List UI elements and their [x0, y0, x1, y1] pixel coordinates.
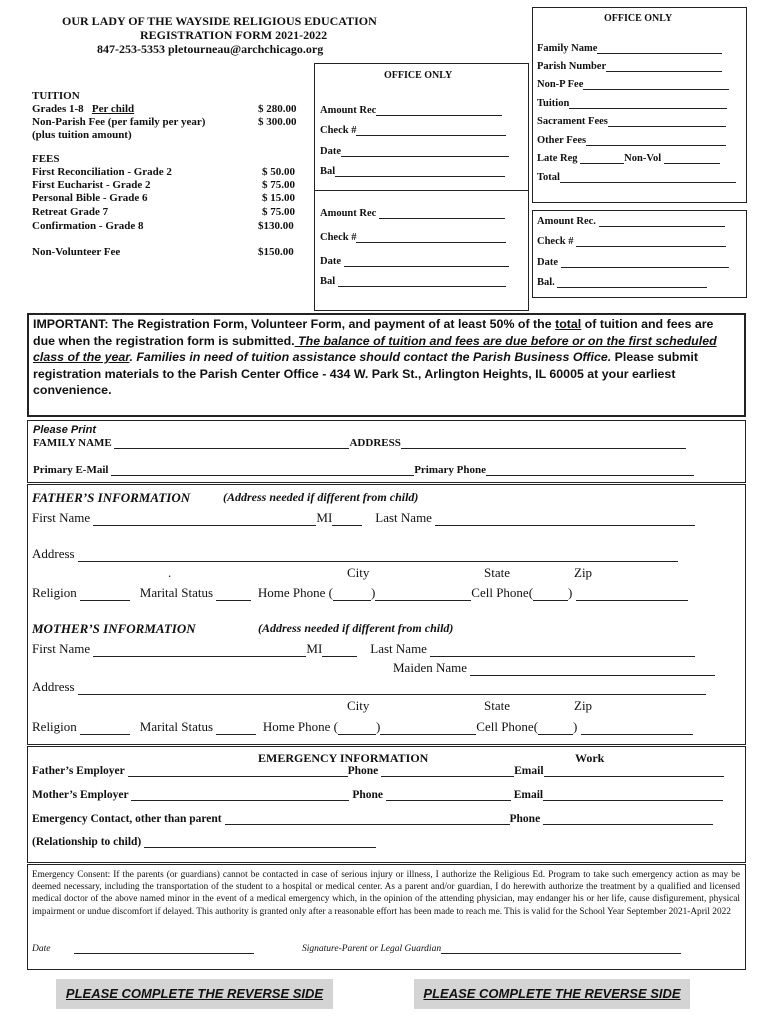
- reverse-side-banner-right: PLEASE COMPLETE THE REVERSE SIDE: [414, 979, 690, 1009]
- office-nonp-fee-field[interactable]: Non-P Fee: [537, 79, 729, 90]
- office-check-right-field[interactable]: Check #: [537, 236, 726, 247]
- father-heading: FATHER’S INFORMATION: [32, 490, 191, 505]
- office-family-name-field[interactable]: Family Name: [537, 43, 722, 54]
- fee-item: First Eucharist - Grade 2: [32, 179, 151, 191]
- mother-heading: MOTHER’S INFORMATION: [32, 621, 196, 636]
- fee-amount: $ 50.00: [262, 166, 295, 178]
- emergency-work-label: Work: [575, 751, 605, 765]
- office-date-field-2[interactable]: Date: [320, 256, 509, 267]
- father-employer-field[interactable]: Father’s Employer Phone Email: [32, 765, 724, 777]
- office-bal-field[interactable]: Bal: [320, 166, 505, 177]
- form-title: REGISTRATION FORM 2021-2022: [140, 28, 328, 42]
- father-zip-label: Zip: [574, 565, 593, 580]
- office-parish-number-field[interactable]: Parish Number: [537, 61, 722, 72]
- father-religion-field[interactable]: Religion Marital Status Home Phone ( ) Cell Phone( ): [32, 585, 688, 601]
- please-print: Please Print: [33, 424, 96, 436]
- mother-state-label: State: [484, 698, 510, 713]
- relationship-field[interactable]: (Relationship to child): [32, 836, 376, 848]
- office-check-field[interactable]: Check #: [320, 125, 506, 136]
- tuition-item: (plus tuition amount): [32, 129, 132, 141]
- tuition-heading: TUITION: [32, 90, 80, 102]
- father-address-dot: .: [168, 565, 172, 580]
- father-address-note: (Address needed if different from child): [223, 490, 419, 504]
- primary-email-field[interactable]: Primary E-Mail Primary Phone: [33, 464, 694, 476]
- mother-employer-field[interactable]: Mother’s Employer Phone Email: [32, 789, 723, 801]
- consent-date-field[interactable]: Date: [32, 943, 254, 954]
- nonvol-fee-label: Non-Volunteer Fee: [32, 246, 121, 258]
- tuition-item: Non-Parish Fee (per family per year): [32, 116, 206, 128]
- emergency-contact-field[interactable]: Emergency Contact, other than parent Phone: [32, 813, 713, 825]
- mother-religion-field[interactable]: Religion Marital Status Home Phone ( ) Cell Phone( ): [32, 719, 693, 735]
- contact-info: 847-253-5353 pletourneau@archchicago.org: [97, 42, 324, 56]
- father-name-field[interactable]: First Name MI Last Name: [32, 510, 695, 526]
- emergency-consent-text: Emergency Consent: If the parents (or guardians) cannot be contacted in case of serious injury or illness, I authorize the Religious Ed. Program to take such emergency action as may be deemed necessary, including the transportation of the student to a hospital or medical center. As a parent and/or guardian, I do herewith authorize the treatment by a qualified and licensed medical doctor of the above named minor in the event of a medical emergency which, in the opinion of the attending physician, may endanger his or her life, cause disfigurement, physical impairment or undue discomfort if delayed. This authority is granted only after a reasonable effort has been made to reach me. This is valid for the School Year September 2021-April 2022: [32, 870, 740, 917]
- fee-item: First Reconciliation - Grade 2: [32, 166, 172, 178]
- father-address-field[interactable]: Address: [32, 546, 678, 562]
- office-sacrament-fees-field[interactable]: Sacrament Fees: [537, 116, 726, 127]
- office-date-right-field[interactable]: Date: [537, 257, 729, 268]
- fees-heading: FEES: [32, 153, 60, 165]
- office-only-title: OFFICE ONLY: [384, 70, 453, 81]
- mother-city-label: City: [347, 698, 370, 713]
- fee-item: Confirmation - Grade 8: [32, 220, 144, 232]
- fee-amount: $130.00: [258, 220, 294, 232]
- fee-amount: $ 75.00: [262, 179, 295, 191]
- fee-item: Retreat Grade 7: [32, 206, 109, 218]
- org-title: OUR LADY OF THE WAYSIDE RELIGIOUS EDUCATION: [62, 14, 377, 28]
- fee-item: Personal Bible - Grade 6: [32, 192, 148, 204]
- fee-amount: $ 75.00: [262, 206, 295, 218]
- mother-address-note: (Address needed if different from child): [258, 621, 454, 635]
- mother-address-field[interactable]: Address: [32, 679, 706, 695]
- reverse-side-banner-left: PLEASE COMPLETE THE REVERSE SIDE: [56, 979, 333, 1009]
- mother-maiden-field[interactable]: Maiden Name: [393, 660, 715, 676]
- mother-name-field[interactable]: First Name MI Last Name: [32, 641, 695, 657]
- office-bal-right-field[interactable]: Bal.: [537, 277, 707, 288]
- office-only-title-right: OFFICE ONLY: [604, 13, 673, 24]
- fee-amount: $ 15.00: [262, 192, 295, 204]
- father-state-label: State: [484, 565, 510, 580]
- father-city-label: City: [347, 565, 370, 580]
- office-bal-field-2[interactable]: Bal: [320, 276, 506, 287]
- emergency-heading: EMERGENCY INFORMATION: [258, 751, 429, 765]
- office-other-fees-field[interactable]: Other Fees: [537, 135, 726, 146]
- mother-zip-label: Zip: [574, 698, 593, 713]
- office-amount-rec-field[interactable]: Amount Rec: [320, 105, 502, 116]
- family-name-field[interactable]: FAMILY NAME ADDRESS: [33, 437, 686, 449]
- tuition-item: Grades 1-8 Per child: [32, 103, 135, 115]
- tuition-amount: $ 300.00: [258, 116, 297, 128]
- office-late-reg-field[interactable]: Late Reg Non-Vol: [537, 153, 720, 164]
- office-total-field[interactable]: Total: [537, 172, 736, 183]
- office-tuition-field[interactable]: Tuition: [537, 98, 727, 109]
- office-date-field[interactable]: Date: [320, 146, 509, 157]
- important-notice: IMPORTANT: The Registration Form, Volunteer Form, and payment of at least 50% of the total of tuition and fees are due when the registration form is submitted. The balance of tuition and fees are due before or on the first scheduled class of the year. Families in need of tuition assistance should contact the Parish Business Office. Please submit registration materials to the Parish Center Office - 434 W. Park St., Arlington Heights, IL 60005 at your earliest convenience.: [33, 317, 717, 397]
- office-check-field-2[interactable]: Check #: [320, 232, 506, 243]
- consent-signature-field[interactable]: Signature-Parent or Legal Guardian: [302, 943, 681, 954]
- office-amount-rec-right-field[interactable]: Amount Rec.: [537, 216, 725, 227]
- nonvol-fee-amount: $150.00: [258, 246, 294, 258]
- tuition-amount: $ 280.00: [258, 103, 297, 115]
- office-amount-rec-field-2[interactable]: Amount Rec: [320, 208, 505, 219]
